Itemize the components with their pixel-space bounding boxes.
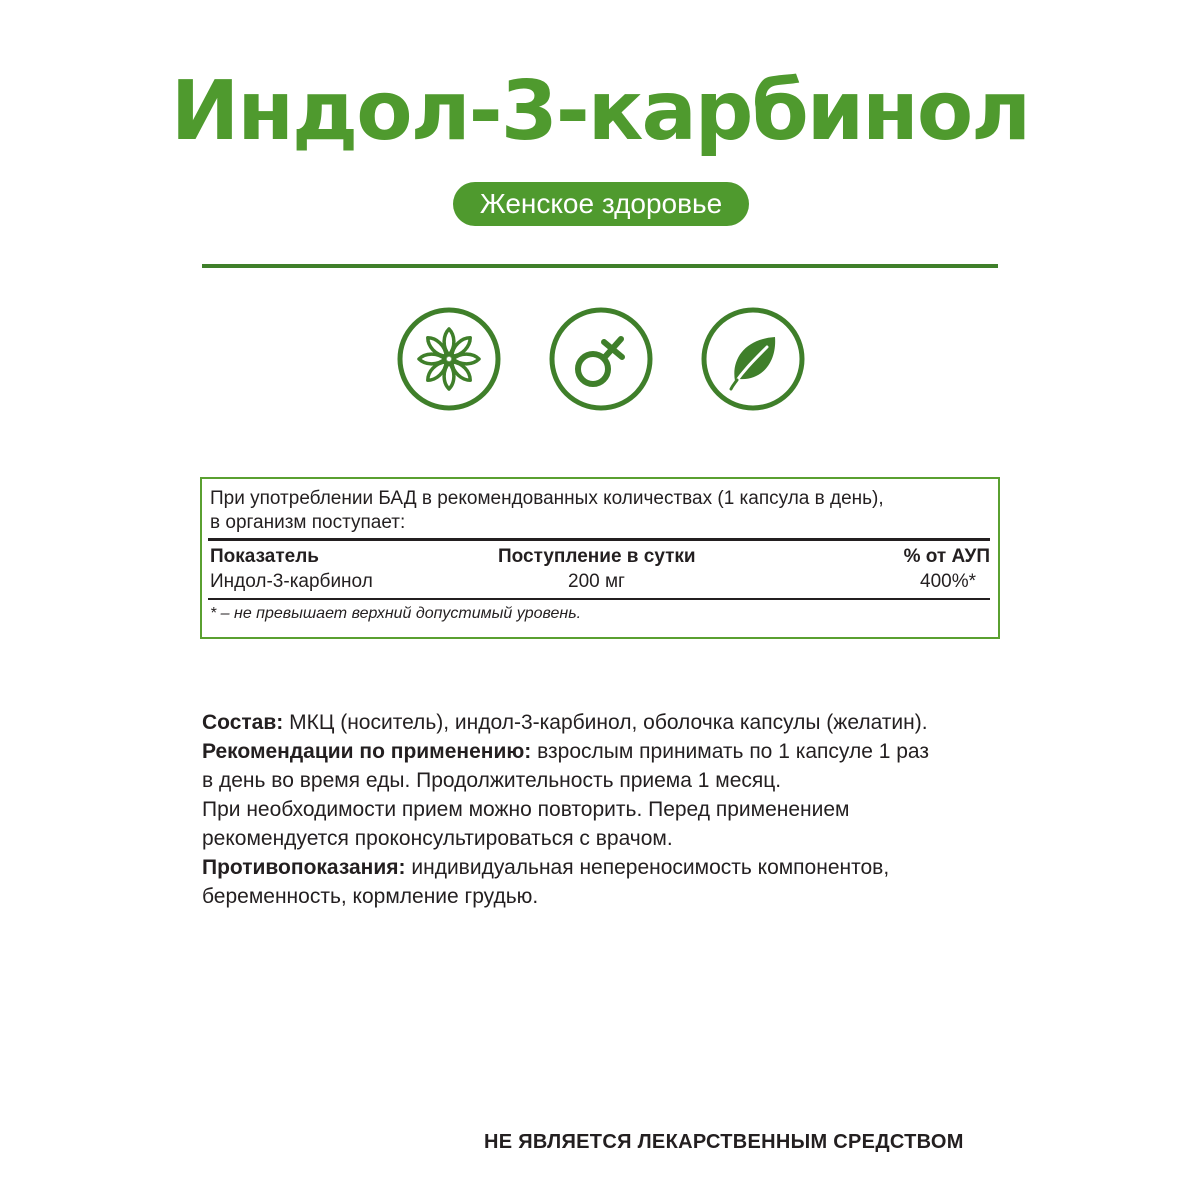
category-badge: Женское здоровье: [453, 182, 749, 226]
table-rule: [208, 538, 990, 541]
recommendations-text: рекомендуется проконсультироваться с врачом.: [202, 827, 673, 850]
contraindications-text: индивидуальная непереносимость компонентов,: [405, 856, 890, 879]
header-percent: % от АУП: [903, 546, 990, 567]
cell-daily-intake: 200 мг: [568, 571, 625, 592]
recommendations-text: взрослым принимать по 1 капсуле 1 раз: [531, 740, 929, 763]
recommendations-text: При необходимости прием можно повторить. Перед применением: [202, 798, 850, 821]
flower-icon: [397, 307, 501, 411]
table-intro-line: При употреблении БАД в рекомендованных количествах (1 капсула в день),: [210, 488, 884, 509]
table-intro-line: в организм поступает:: [210, 512, 406, 533]
female-symbol-icon: [549, 307, 653, 411]
table-footnote: * – не превышает верхний допустимый уровень.: [210, 605, 582, 622]
cell-indicator: Индол-3-карбинол: [210, 571, 373, 592]
contraindications-line: [202, 853, 1002, 882]
section-divider: [202, 264, 998, 268]
intake-table: [200, 477, 1000, 639]
composition-text: МКЦ (носитель), индол-3-карбинол, оболочка капсулы (желатин).: [283, 711, 928, 734]
disclaimer: НЕ ЯВЛЯЕТСЯ ЛЕКАРСТВЕННЫМ СРЕДСТВОМ: [484, 1131, 964, 1153]
product-title: Индол-3-карбинол: [170, 64, 1030, 159]
composition-line: [202, 708, 1002, 737]
recommendations-line: [202, 737, 1002, 766]
contraindications-label: Противопоказания:: [202, 856, 406, 879]
header-daily-intake: Поступление в сутки: [498, 546, 696, 567]
table-rule: [208, 598, 990, 600]
leaf-icon: [701, 307, 805, 411]
composition-label: Состав:: [202, 711, 284, 734]
cell-percent: 400%*: [920, 571, 976, 592]
table-intro: [210, 487, 990, 535]
contraindications-text: беременность, кормление грудью.: [202, 885, 539, 908]
recommendations-text: в день во время еды. Продолжительность приема 1 месяц.: [202, 769, 782, 792]
product-info: [202, 708, 1002, 911]
recommendations-label: Рекомендации по применению:: [202, 740, 532, 763]
header-indicator: Показатель: [210, 546, 319, 567]
